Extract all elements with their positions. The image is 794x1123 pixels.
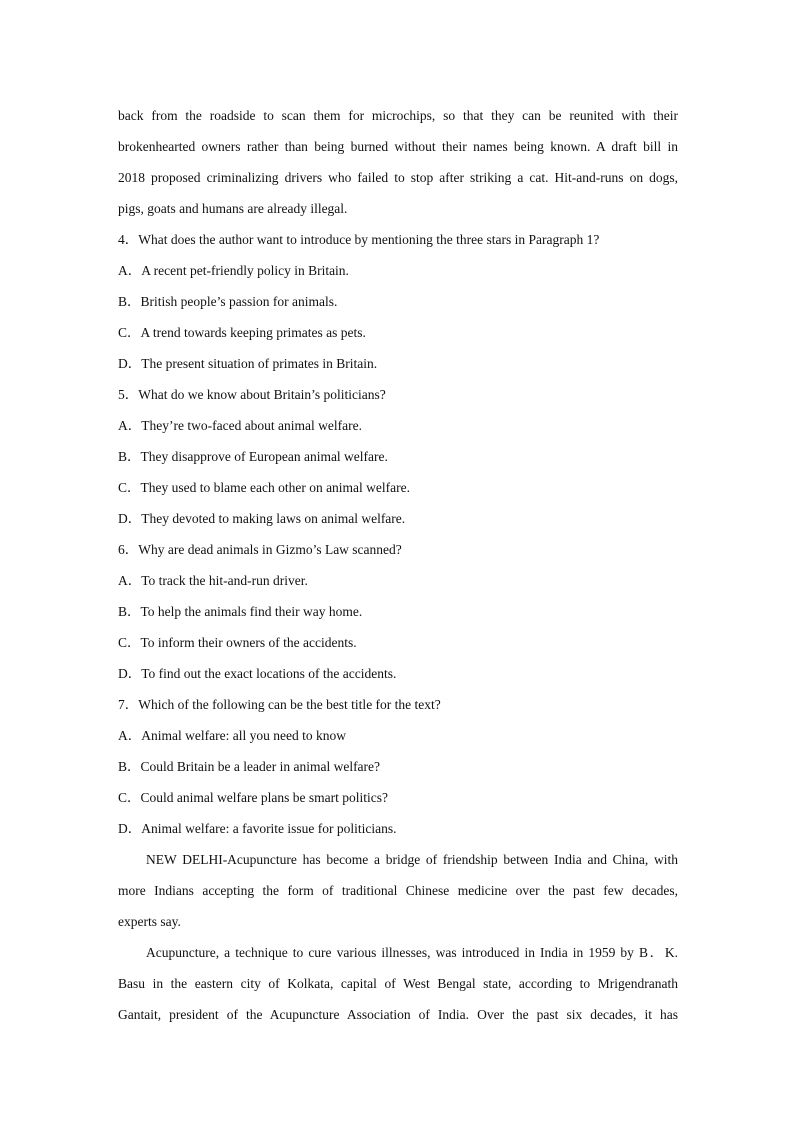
question-stem: 5．What do we know about Britain’s politicians? (118, 387, 386, 402)
passage-line: brokenhearted owners rather than being burned without their names being known. A draft bill in (118, 139, 678, 154)
answer-option: C．They used to blame each other on animal welfare. (118, 480, 411, 495)
question-stem: 6．Why are dead animals in Gizmo’s Law scanned? (118, 542, 402, 557)
answer-option: A．They’re two-faced about animal welfare. (118, 418, 363, 433)
answer-option: B．Could Britain be a leader in animal welfare? (118, 759, 381, 774)
answer-option: C．A trend towards keeping primates as pets. (118, 325, 366, 340)
passage-line: NEW DELHI-Acupuncture has become a bridge of friendship between India and China, with (146, 852, 678, 867)
answer-option: D．Animal welfare: a favorite issue for politicians. (118, 821, 397, 836)
answer-option: B．British people’s passion for animals. (118, 294, 338, 309)
answer-option: D．They devoted to making laws on animal welfare. (118, 511, 406, 526)
answer-option: A．To track the hit-and-run driver. (118, 573, 308, 588)
passage-line: pigs, goats and humans are already illegal. (118, 201, 348, 216)
passage-line: back from the roadside to scan them for microchips, so that they can be reunited with their (118, 108, 678, 123)
passage-line: 2018 proposed criminalizing drivers who failed to stop after striking a cat. Hit-and-runs on dogs, (118, 170, 678, 185)
answer-option: D．To find out the exact locations of the accidents. (118, 666, 397, 681)
passage-line: Gantait, president of the Acupuncture Association of India. Over the past six decades, it has (118, 1007, 678, 1022)
answer-option: A．A recent pet-friendly policy in Britain. (118, 263, 349, 278)
passage-line: experts say. (118, 914, 181, 929)
answer-option: B．To help the animals find their way home. (118, 604, 363, 619)
passage-line: more Indians accepting the form of traditional Chinese medicine over the past few decades, (118, 883, 678, 898)
document-text (118, 100, 678, 1030)
question-stem: 7．Which of the following can be the best title for the text? (118, 697, 441, 712)
answer-option: B．They disapprove of European animal welfare. (118, 449, 388, 464)
answer-option: C．Could animal welfare plans be smart politics? (118, 790, 388, 805)
answer-option: A．Animal welfare: all you need to know (118, 728, 346, 743)
answer-option: D．The present situation of primates in Britain. (118, 356, 378, 371)
passage-line: Acupuncture, a technique to cure various illnesses, was introduced in India in 1959 by B．K. (146, 945, 678, 960)
answer-option: C．To inform their owners of the accidents. (118, 635, 357, 650)
question-stem: 4．What does the author want to introduce by mentioning the three stars in Paragraph 1? (118, 232, 600, 247)
passage-line: Basu in the eastern city of Kolkata, capital of West Bengal state, according to Mrigendranath (118, 976, 678, 991)
